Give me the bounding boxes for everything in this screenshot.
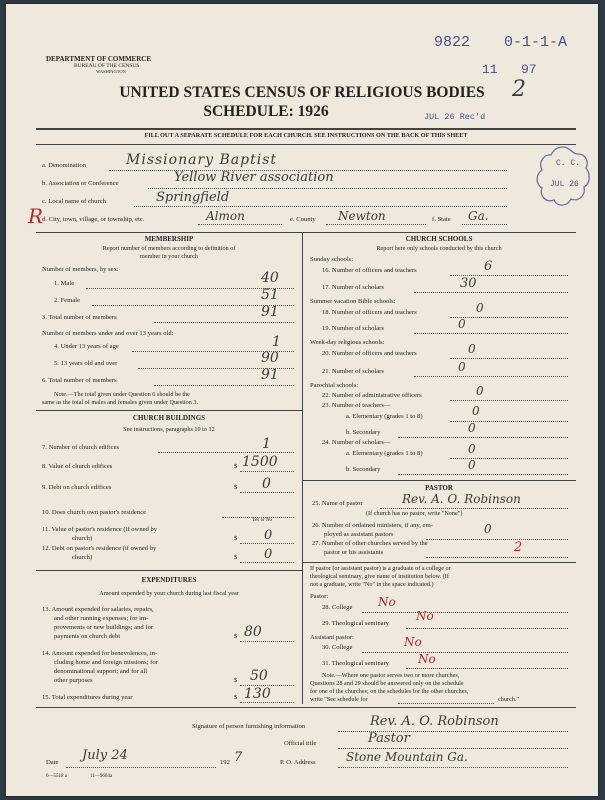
schools-title: CHURCH SCHOOLS [405,235,473,243]
instructions-line: FILL OUT A SEPARATE SCHEDULE FOR EACH CHURCH. SEE INSTRUCTIONS ON THE BACK OF THIS SHEET [144,132,468,139]
cc-stamp-date: JUL 26 [550,180,579,189]
year-value: 7 [234,750,243,765]
local-name-label: c. Local name of church [42,198,106,205]
asst-pastors-value: 0 [484,522,492,536]
association-value: Yellow River association [174,170,334,185]
total-expenditures-value: 130 [244,686,271,702]
cc-stamp [534,144,592,210]
state-label: f. State [432,216,451,223]
state-value: Ga. [468,209,489,223]
edifices-debt-value: 0 [262,476,271,492]
asst-college-value: No [404,635,422,649]
sunday-teachers-value: 6 [484,259,493,274]
expenditures-title: EXPENDITURES [141,576,197,584]
residence-debt-value: 0 [264,547,273,562]
denomination-value: Missionary Baptist [126,152,278,168]
edifices-value-amount: 1500 [242,454,278,470]
denomination-label: a. Denomination [42,162,86,169]
county-label: e. County [290,216,316,223]
received-stamp: JUL 26 Rec'd [424,112,486,122]
divider [36,144,576,145]
city-label: d. City, town, village, or township, etc. [42,216,145,223]
buildings-title: CHURCH BUILDINGS [132,414,206,422]
handwritten-number: 2 [512,77,526,102]
code-stamp: 0-1-1-A [504,34,568,51]
date-value: July 24 [82,748,128,763]
admin-officers-value: 0 [476,384,484,398]
other-churches-value: 2 [514,540,523,555]
city-label: WASHINGTON [96,69,126,74]
total-members-2-value: 91 [261,367,279,383]
membership-title: MEMBERSHIP [144,235,194,243]
cc-stamp-text: C. C. [556,159,581,168]
edifices-value: 1 [262,436,271,452]
total-members-value: 91 [261,304,279,320]
form-title: UNITED STATES CENSUS OF RELIGIOUS BODIES [119,84,485,101]
elementary-teachers-value: 0 [472,404,480,418]
official-title-value: Pastor [368,731,410,746]
local-name-value: Springfield [156,190,230,205]
asst-seminary-value: No [418,652,436,666]
code2-stamp: 11 97 [482,62,537,77]
bureau-label: BUREAU OF THE CENSUS [74,63,140,69]
city-value: Almon [206,209,245,223]
under13-value: 1 [272,334,281,350]
schedule-title: SCHEDULE: 1926 [203,103,329,120]
signature-value: Rev. A. O. Robinson [370,714,499,729]
benevolences-value: 50 [250,668,268,684]
county-value: Newton [338,209,386,223]
sunday-scholars-value: 30 [460,276,477,291]
pastor-college-value: No [378,595,396,609]
form-number: 6—5518 a [46,774,67,779]
residence-value: 0 [264,528,273,543]
male-value: 40 [261,270,279,286]
margin-mark: R [28,204,44,228]
department-label: DEPARTMENT OF COMMERCE [46,55,152,63]
pastor-title: PASTOR [425,484,453,492]
elementary-scholars-value: 0 [468,442,476,456]
census-schedule-sheet: DEPARTMENT OF COMMERCE BUREAU OF THE CENSUS WASHINGTON 9822 0-1-1-A 11 97 2 UNITED STATES CENSUS OF RELIGIOUS BODIES SCHEDULE: 1926 JUL 26 Rec'd FILL OUT A SEPARATE SCHEDULE FOR EACH CHURCH. SEE INSTRUCTIONS ON THE BACK OF THIS SHEET C. C. JUL 26 a. Denomination Missionary Baptist b. Association or Conference Yellow River association c. Local name of church Springfield R d. City, town, village, or township, etc. Almon e. County Newton f. State Ga. MEMBERSHIP Report number of members according to definition of member in your church Number of members, by sex: 1. Male 40 2. Female 51 3. Total number of members 91 Number of members under and over 13 years old: 4. Under 13 years of age 1 5. 13 years old and over 90 6. Total number of members 91 Note.—The total given under Question 6 should be the same as the total of males and females given under Question 3. CHURCH BUILDINGS See instructions, paragraphs 10 to 12 7. Number of church edifices 1 8. Value of church edifices $ 1500 9. Debt on church edifices $ 0 10. Does church own pastor's residence Yes or No 11. Value of pastor's residence (if owned by church) $ 0 12. Debt on pastor's residence (if owned by church) $ 0 EXPENDITURES Amount expended by your church during last fiscal year 13. Amount expended for salaries, repairs, and other running expenses; for im- provements or new buildings; and for payments on church debt $ 80 14. Amount expended for benevolences, in- cluding home and foreign missions; for denominational support; and for all other purposes $ 50 15. Total expenditures during year $ 130 CHURCH SCHOOLS Report here only schools conducted by this church Sunday schools: 16. Number of officers and teachers 6 17. Number of scholars 30 Summer vacation Bible schools: 18. Number of officers and teachers 0 19. Number of scholars 0 Week-day religious schools: 20. Number of officers and teachers 0 21. Number of scholars 0 Parochial schools: 22. Number of administrative officers 0 23. Number of teachers— a. Elementary (grades 1 to 8) 0 b. Secondary 0 24. Number of scholars— a. Elementary (grades 1 to 8) 0 b. Secondary 0 PASTOR 25. Name of pastor Rev. A. O. Robinson (If church has no pastor, write "None") 26. Number of ordained ministers, if any, em- ployed as assistant pastors 0 27. Number of other churches served by the pastor or his assistants 2 If pastor (or assistant pastor) is a graduate of a college or theological seminary, give name of institution below. (If not a graduate, write "No" in the space indicated.) Pastor: 28. College No 29. Theological seminary No Assistant pastor: 30. College No 31. Theological seminary No Note.—Where one pastor serves two or more churches, Questions 28 and 29 should be answered only on the schedule for one of the churches; on the schedules for the other churches, write "See schedule for church." Signature of person furnishing information Rev. A. O. Robinson Official title Pastor Date July 24 192 7 P. O. Address Stone Mountain Ga. 6—5518 a 11—9664a [6,4,598,796]
summer-teachers-value: 0 [476,301,484,315]
running-expenses-value: 80 [244,624,262,640]
po-address-value: Stone Mountain Ga. [346,750,468,764]
form-number-2: 11—9664a [90,774,113,779]
divider [36,128,576,130]
secondary-scholars-value: 0 [468,458,476,472]
secondary-teachers-value: 0 [468,421,476,435]
serial-stamp: 9822 [434,34,471,51]
weekday-teachers-value: 0 [468,342,476,356]
over13-value: 90 [261,350,279,366]
weekday-scholars-value: 0 [458,360,466,374]
female-value: 51 [261,287,279,303]
pastor-seminary-value: No [416,609,434,623]
pastor-name-value: Rev. A. O. Robinson [402,492,521,506]
summer-scholars-value: 0 [458,317,466,331]
association-label: b. Association or Conference [42,180,119,187]
